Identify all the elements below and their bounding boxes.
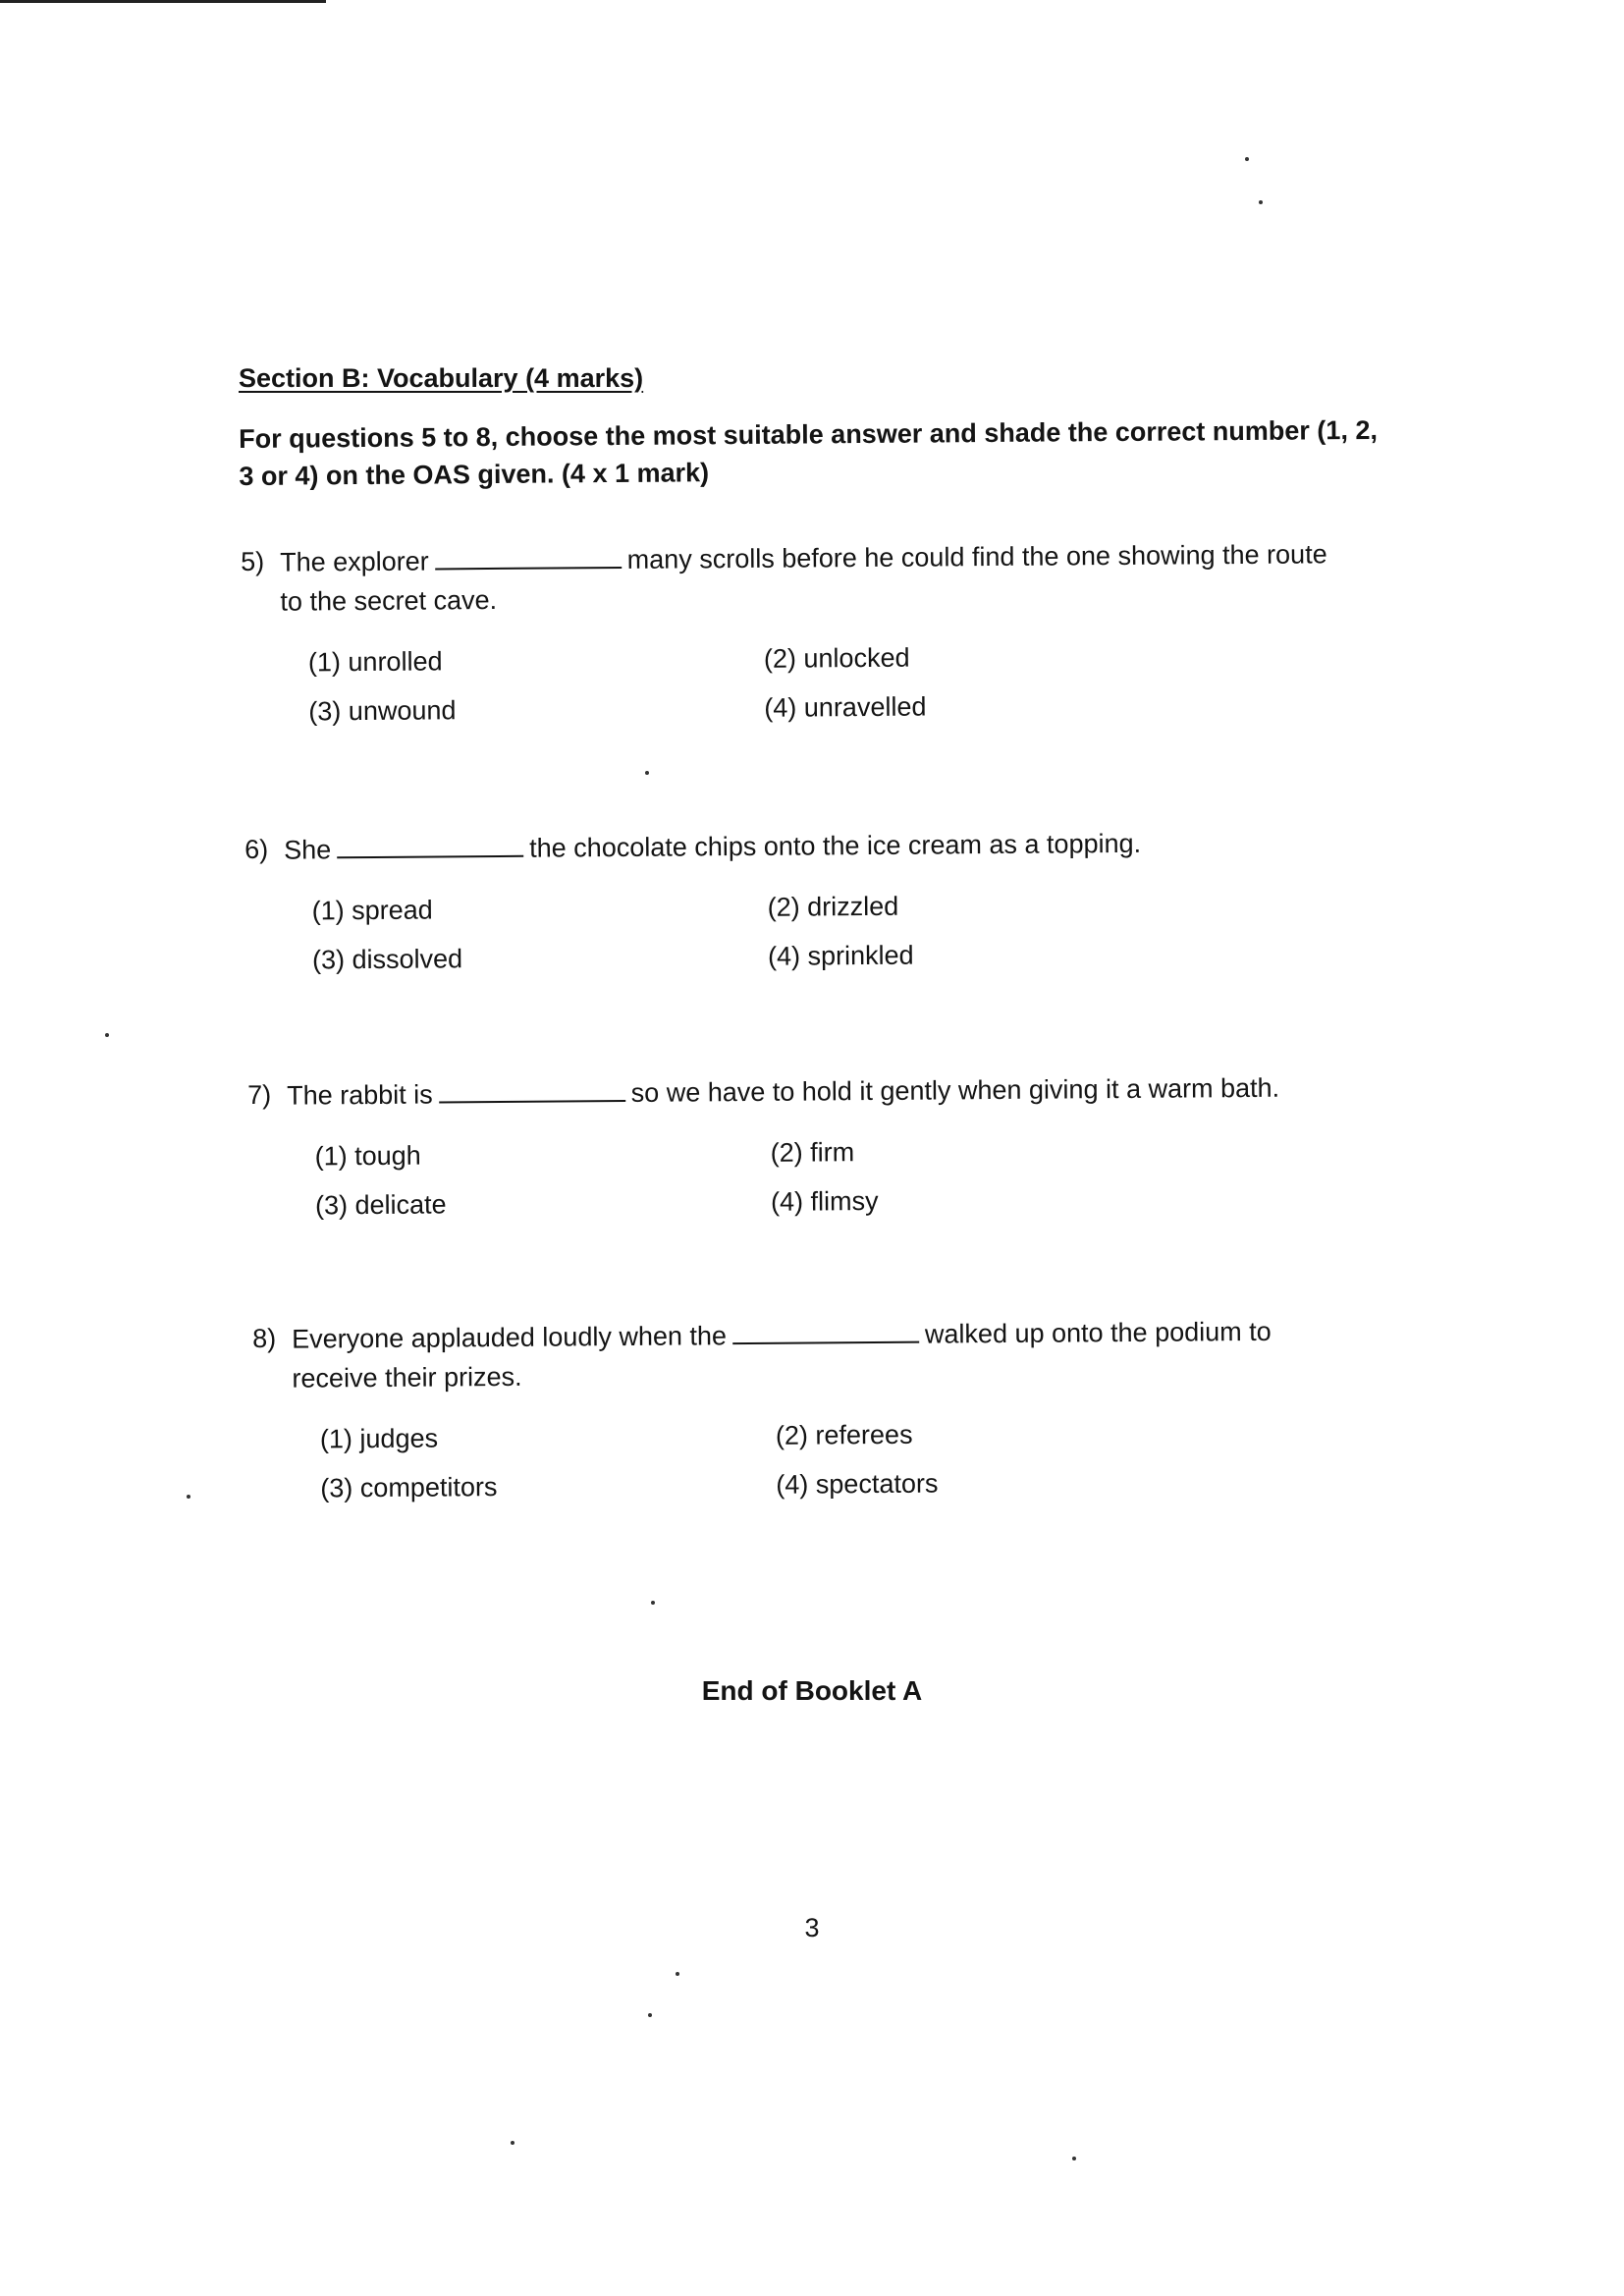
question-text: many scrolls before he could find the one showing the route xyxy=(626,539,1327,574)
scan-speck xyxy=(1259,200,1263,204)
option-3: (3) delicate xyxy=(314,1189,447,1221)
option-2: (2) referees xyxy=(775,1419,913,1450)
question-text: The rabbit is xyxy=(287,1079,433,1111)
question-text: the chocolate chips onto the ice cream as a topping. xyxy=(529,828,1142,863)
scan-speck xyxy=(511,2141,514,2145)
scan-speck xyxy=(651,1601,655,1605)
scan-speck xyxy=(676,1972,679,1976)
option-1: (1) judges xyxy=(319,1423,439,1454)
question-continuation: to the secret cave. xyxy=(280,584,498,617)
option-3: (3) unwound xyxy=(308,695,457,727)
end-of-booklet: End of Booklet A xyxy=(701,1675,923,1706)
scan-speck xyxy=(187,1495,190,1499)
question-text: so we have to hold it gently when giving it a warm bath. xyxy=(630,1072,1280,1108)
question-text: walked up onto the podium to xyxy=(924,1316,1272,1349)
scan-speck xyxy=(105,1033,109,1037)
question-6 xyxy=(244,821,1394,1000)
question-number: 8) xyxy=(252,1323,277,1353)
section-heading: Section B: Vocabulary (4 marks) xyxy=(239,363,644,393)
option-1: (1) spread xyxy=(311,895,433,926)
scan-speck xyxy=(648,2013,652,2017)
scan-speck xyxy=(1072,2157,1076,2160)
answer-blank xyxy=(337,828,523,858)
question-number: 7) xyxy=(247,1079,272,1110)
option-4: (4) unravelled xyxy=(764,691,927,723)
instructions: For questions 5 to 8, choose the most suitable answer and shade the correct number (1, 2, 3 or 4) on the OAS given. (4 x 1 mark) xyxy=(239,414,1379,491)
scan-speck xyxy=(1245,157,1249,161)
page-number: 3 xyxy=(804,1913,820,1942)
option-1: (1) tough xyxy=(314,1140,421,1172)
option-4: (4) flimsy xyxy=(770,1185,879,1217)
answer-blank xyxy=(435,539,622,570)
answer-blank xyxy=(732,1314,919,1344)
option-4: (4) sprinkled xyxy=(767,940,914,971)
option-2: (2) unlocked xyxy=(763,642,910,674)
option-4: (4) spectators xyxy=(776,1468,939,1500)
option-3: (3) dissolved xyxy=(311,944,463,975)
question-7 xyxy=(247,1066,1397,1245)
scan-speck xyxy=(645,771,649,775)
option-1: (1) unrolled xyxy=(307,646,443,678)
question-text: The explorer xyxy=(280,546,429,577)
question-text: She xyxy=(284,835,332,865)
question-8 xyxy=(252,1310,1403,1528)
answer-blank xyxy=(439,1072,625,1103)
question-continuation: receive their prizes. xyxy=(292,1361,522,1394)
option-2: (2) drizzled xyxy=(767,891,899,922)
question-5 xyxy=(241,533,1391,751)
option-2: (2) firm xyxy=(770,1137,855,1168)
option-3: (3) competitors xyxy=(320,1472,498,1503)
top-rule xyxy=(0,0,326,3)
question-number: 5) xyxy=(241,546,265,576)
question-text: Everyone applauded loudly when the xyxy=(292,1321,728,1354)
question-number: 6) xyxy=(244,834,269,864)
